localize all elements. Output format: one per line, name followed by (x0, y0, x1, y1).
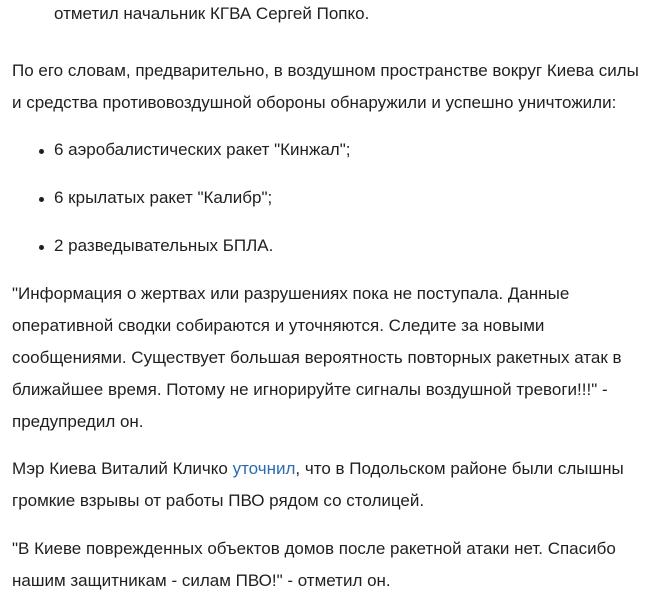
paragraph-line: По его словам, предварительно, в воздушном пространстве вокруг Киева силы (12, 61, 639, 80)
bullet-icon (39, 149, 44, 154)
bullet-icon (39, 245, 44, 250)
paragraph-line (12, 453, 624, 485)
paragraph-line: нашим защитникам - силам ПВО!" - отметил он. (12, 571, 391, 590)
paragraph-line: сообщениями. Существует большая вероятность повторных ракетных атак в (12, 348, 622, 367)
list-item-text: 6 аэробалистических ракет "Кинжал"; (54, 140, 351, 159)
list-item-text: 6 крылатых ракет "Калибр"; (54, 188, 273, 207)
intro-tail-text: отметил начальник КГВА Сергей Попко. (54, 4, 370, 23)
list-item-text: 2 разведывательных БПЛА. (54, 236, 274, 255)
paragraph-line: и средства противовоздушной обороны обнаружили и успешно уничтожили: (12, 93, 617, 112)
paragraph-line: "В Киеве поврежденных объектов домов после ракетной атаки нет. Спасибо (12, 539, 616, 558)
source-link[interactable]: уточнил (232, 459, 296, 478)
paragraph-line: ближайшее время. Потому не игнорируйте сигналы воздушной тревоги!!!" - (12, 380, 608, 399)
paragraph-line: предупредил он. (12, 412, 144, 431)
paragraph-line: громкие взрывы от работы ПВО рядом со столицей. (12, 491, 425, 510)
paragraph-line: оперативной сводки собираются и уточняются. Следите за новыми (12, 316, 545, 335)
paragraph-line: "Информация о жертвах или разрушениях пока не поступала. Данные (12, 284, 570, 303)
bullet-icon (39, 197, 44, 202)
text-segment: Мэр Киева Виталий Кличко (12, 459, 233, 478)
text-segment: , что в Подольском районе были слышны (295, 459, 624, 478)
